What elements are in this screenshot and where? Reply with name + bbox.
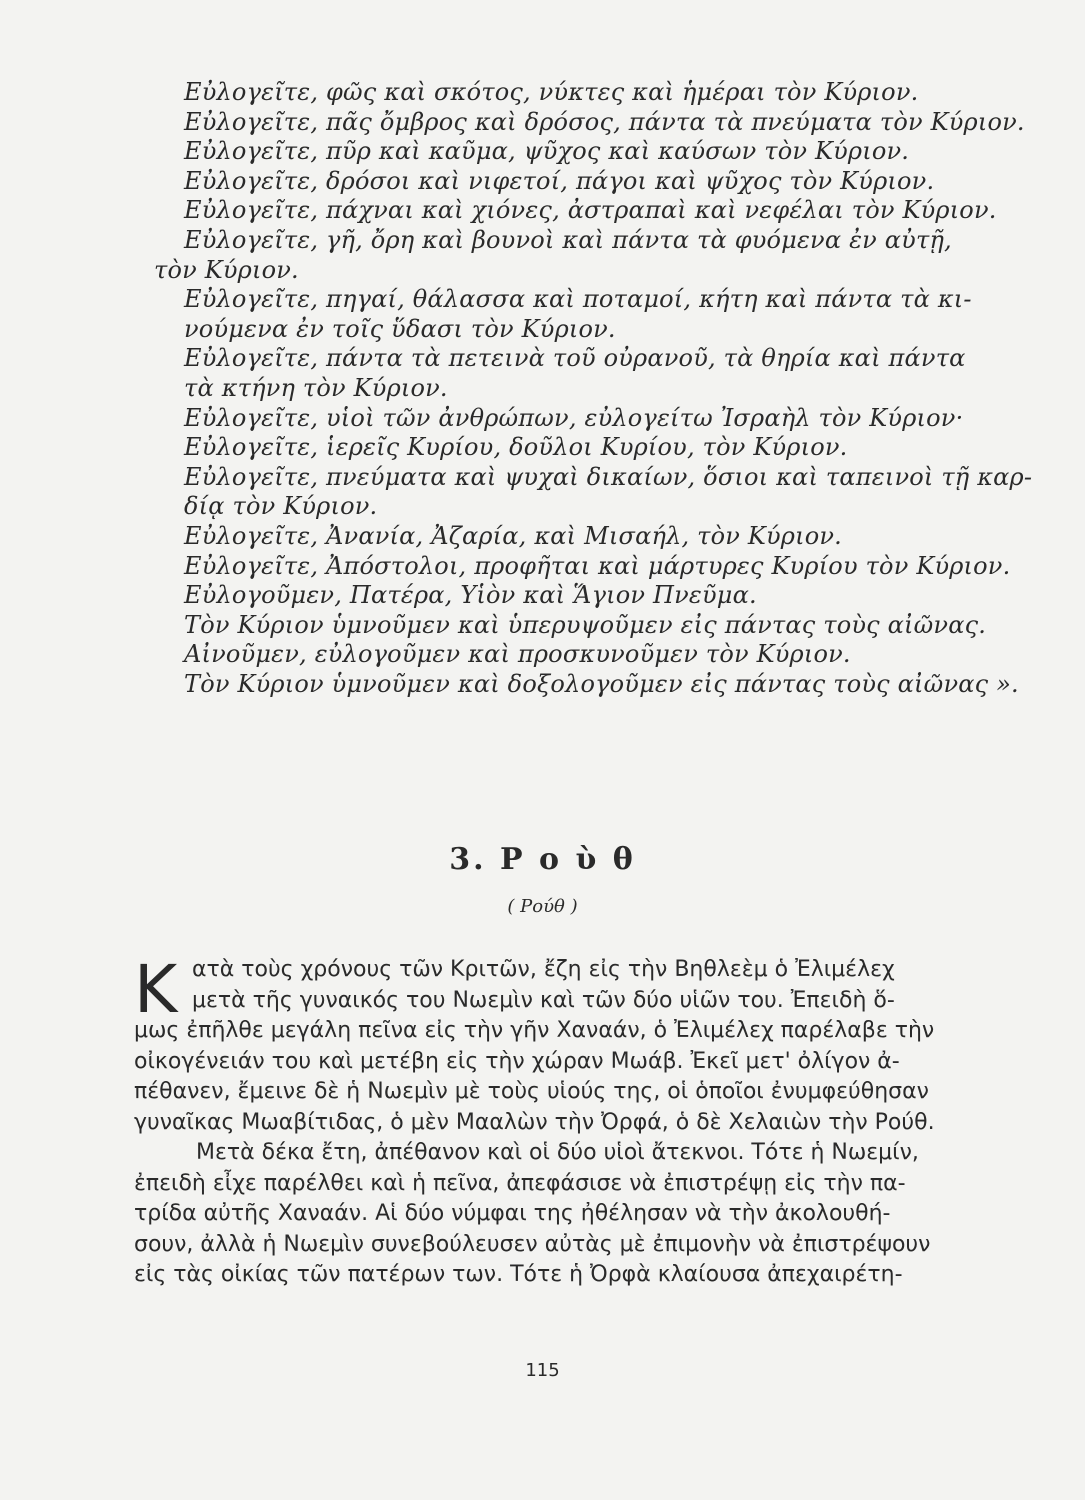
- hymn-line: τὸν Κύριον.: [154, 255, 299, 284]
- hymn-line: Εὐλογεῖτε, ἱερεῖς Κυρίου, δοῦλοι Κυρίου, τὸν Κύριον.: [184, 433, 848, 462]
- section-heading: 3. Ρ ο ὺ θ: [449, 842, 636, 877]
- prose-line: μετὰ τῆς γυναικός του Νωεμὶν καὶ τῶν δύο υἱῶν του. Ἐπειδὴ ὅ-: [192, 987, 895, 1013]
- hymn-line: τὰ κτήνη τὸν Κύριον.: [184, 373, 448, 402]
- hymn-line: Εὐλογοῦμεν, Πατέρα, Υἱὸν καὶ Ἅγιον Πνεῦμα.: [184, 581, 757, 610]
- section-subtitle: ( Ρούθ ): [507, 896, 578, 917]
- hymn-line: Αἰνοῦμεν, εὐλογοῦμεν καὶ προσκυνοῦμεν τὸν Κύριον.: [184, 640, 851, 669]
- prose-line: οἰκογένειάν του καὶ μετέβη εἰς τὴν χώραν Μωάβ. Ἐκεῖ μετ' ὀλίγον ἀ-: [134, 1048, 900, 1074]
- prose-line: γυναῖκας Μωαβίτιδας, ὁ μὲν Μααλὼν τὴν Ὀρφά, ὁ δὲ Χελαιὼν τὴν Ρούθ.: [134, 1109, 935, 1135]
- hymn-line: δίᾳ τὸν Κύριον.: [184, 492, 378, 521]
- hymn-text: [154, 78, 1033, 699]
- hymn-line: Τὸν Κύριον ὑμνοῦμεν καὶ δοξολογοῦμεν εἰς πάντας τοὺς αἰῶνας ».: [184, 669, 1019, 698]
- hymn-line: Εὐλογεῖτε, πάντα τὰ πετεινὰ τοῦ οὐρανοῦ, τὰ θηρία καὶ πάντα: [184, 344, 966, 373]
- page-number: 115: [525, 1360, 560, 1381]
- hymn-line: Εὐλογεῖτε, Ἀπόστολοι, προφῆται καὶ μάρτυρες Κυρίου τὸν Κύριον.: [184, 551, 1011, 580]
- hymn-line: Εὐλογεῖτε, πνεύματα καὶ ψυχαὶ δικαίων, ὅσιοι καὶ ταπεινοὶ τῇ καρ-: [184, 462, 1033, 491]
- prose-line: τρίδα αὐτῆς Χαναάν. Αἱ δύο νύμφαι της ἠθέλησαν νὰ τὴν ἀκολουθή-: [134, 1201, 891, 1226]
- hymn-line: Εὐλογεῖτε, δρόσοι καὶ νιφετοί, πάγοι καὶ ψῦχος τὸν Κύριον.: [184, 166, 935, 195]
- prose-line: μως ἐπῆλθε μεγάλη πεῖνα εἰς τὴν γῆν Χαναάν, ὁ Ἐλιμέλεχ παρέλαβε τὴν: [134, 1018, 935, 1043]
- prose-line: Μετὰ δέκα ἔτη, ἀπέθανον καὶ οἱ δύο υἱοὶ ἄτεκνοι. Τότε ἡ Νωεμίν,: [196, 1140, 919, 1165]
- hymn-line: Εὐλογεῖτε, Ἀνανία, Ἀζαρία, καὶ Μισαήλ, τὸν Κύριον.: [184, 521, 842, 550]
- hymn-line: Εὐλογεῖτε, πᾶς ὄμβρος καὶ δρόσος, πάντα τὰ πνεύματα τὸν Κύριον.: [184, 107, 1025, 136]
- hymn-line: Τὸν Κύριον ὑμνοῦμεν καὶ ὑπερυψοῦμεν εἰς πάντας τοὺς αἰῶνας.: [184, 610, 987, 639]
- hymn-line: Εὐλογεῖτε, φῶς καὶ σκότος, νύκτες καὶ ἡμέραι τὸν Κύριον.: [184, 78, 919, 106]
- hymn-line: Εὐλογεῖτε, πηγαί, θάλασσα καὶ ποταμοί, κήτη καὶ πάντα τὰ κι-: [184, 285, 972, 314]
- drop-cap: Κ: [134, 951, 178, 1028]
- hymn-line: Εὐλογεῖτε, υἱοὶ τῶν ἀνθρώπων, εὐλογείτω Ἰσραὴλ τὸν Κύριον·: [184, 403, 964, 432]
- prose-body: [134, 951, 962, 1291]
- hymn-line: Εὐλογεῖτε, γῆ, ὄρη καὶ βουνοὶ καὶ πάντα τὰ φυόμενα ἐν αὐτῇ,: [184, 225, 952, 254]
- prose-line: σουν, ἀλλὰ ἡ Νωεμὶν συνεβούλευσεν αὐτὰς μὲ ἐπιμονὴν νὰ ἐπιστρέψουν: [134, 1231, 931, 1257]
- prose-line: ἐπειδὴ εἶχε παρέλθει καὶ ἡ πεῖνα, ἀπεφάσισε νὰ ἐπιστρέψῃ εἰς τὴν πα-: [134, 1170, 906, 1196]
- hymn-line: Εὐλογεῖτε, πάχναι καὶ χιόνες, ἀστραπαὶ καὶ νεφέλαι τὸν Κύριον.: [184, 196, 997, 225]
- hymn-line: Εὐλογεῖτε, πῦρ καὶ καῦμα, ψῦχος καὶ καύσων τὸν Κύριον.: [184, 137, 910, 166]
- prose-line: πέθανεν, ἔμεινε δὲ ἡ Νωεμὶν μὲ τοὺς υἱούς της, οἱ ὁποῖοι ἐνυμφεύθησαν: [134, 1079, 929, 1104]
- hymn-line: νούμενα ἐν τοῖς ὕδασι τὸν Κύριον.: [184, 314, 616, 343]
- prose-line: εἰς τὰς οἰκίας τῶν πατέρων των. Τότε ἡ Ὀρφὰ κλαίουσα ἀπεχαιρέτη-: [134, 1262, 903, 1287]
- prose-line: ατὰ τοὺς χρόνους τῶν Κριτῶν, ἔζη εἰς τὴν Βηθλεὲμ ὁ Ἐλιμέλεχ: [192, 957, 895, 982]
